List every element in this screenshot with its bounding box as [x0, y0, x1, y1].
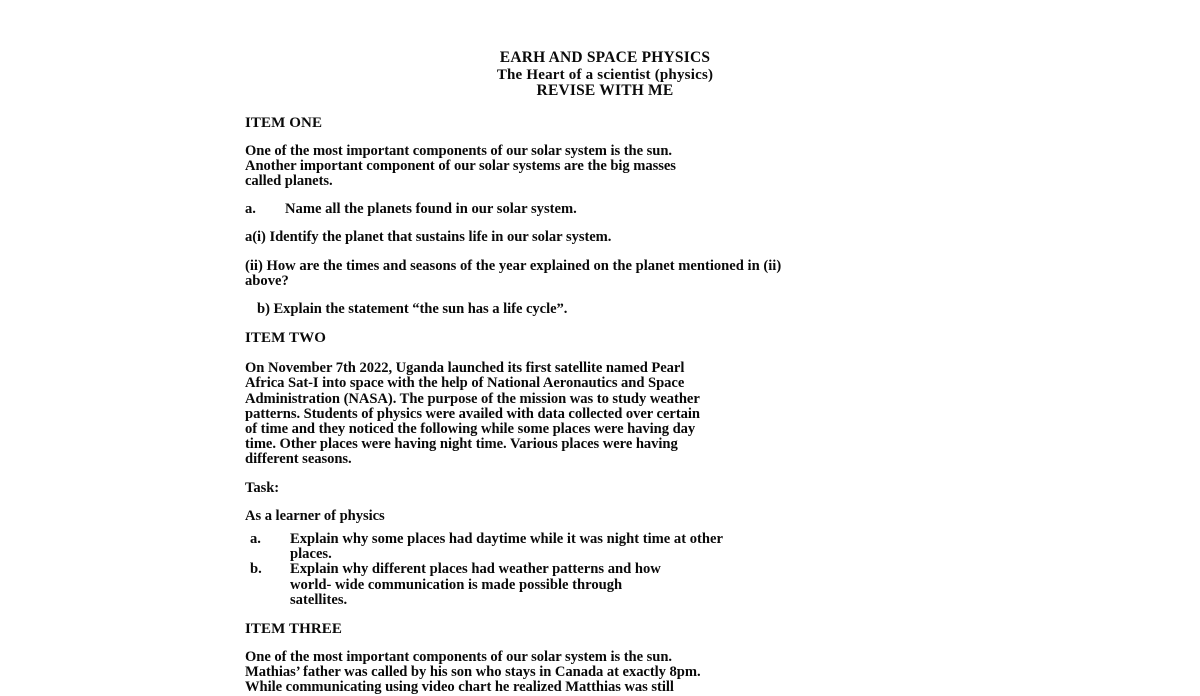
- question-b: b) Explain the statement “the sun has a life cycle”.: [257, 300, 568, 317]
- page-subtitle: The Heart of a scientist (physics): [496, 66, 714, 83]
- task-item-b-line-1: Explain why different places had weather patterns and how: [290, 561, 661, 578]
- task-item-a-marker: a.: [250, 530, 261, 547]
- document-text-column: [245, 50, 1070, 696]
- item-two-line-5: of time and they noticed the following while some places were having day: [245, 420, 696, 437]
- question-ii-line-1: (ii) How are the times and seasons of the year explained on the planet mentioned in (ii): [245, 257, 782, 274]
- item-three-line-1: One of the most important components of our solar system is the sun.: [245, 648, 672, 665]
- task-item-a-text: [290, 532, 1070, 562]
- question-ii: [245, 259, 1070, 289]
- task-item-b-line-3: satellites.: [290, 591, 348, 608]
- task-item-b: [250, 562, 1070, 608]
- spacer: [245, 468, 1070, 481]
- spacer: [245, 246, 1070, 259]
- page-instruction: REVISE WITH ME: [536, 82, 674, 99]
- item-two-line-1: On November 7th 2022, Uganda launched its first satellite named Pearl: [245, 360, 685, 377]
- item-one-intro: [245, 144, 1070, 190]
- question-a-text: Name all the planets found in our solar system.: [285, 201, 577, 218]
- spacer: [245, 608, 1070, 621]
- question-ii-line-2: above?: [245, 272, 289, 289]
- spacer: [245, 346, 1070, 361]
- item-three-heading: ITEM THREE: [245, 620, 342, 637]
- task-label: Task:: [245, 479, 280, 496]
- item-two-line-7: different seasons.: [245, 451, 352, 468]
- question-a-i: a(i) Identify the planet that sustains life in our solar system.: [245, 229, 612, 246]
- item-three-paragraph: [245, 650, 1070, 696]
- task-item-a-line-2: places.: [290, 546, 332, 563]
- item-three-line-3: While communicating using video chart he realized Matthias was still: [245, 679, 674, 696]
- task-item-a-line-1: Explain why some places had daytime while it was night time at other: [290, 530, 723, 547]
- page-title: EARH AND SPACE PHYSICS: [499, 49, 711, 66]
- question-a-row: [245, 202, 1070, 217]
- item-two-heading: ITEM TWO: [245, 330, 326, 347]
- item-two-line-6: time. Other places were having night time. Various places were having: [245, 436, 678, 453]
- item-one-heading: ITEM ONE: [245, 114, 323, 131]
- spacer: [245, 289, 1070, 302]
- item-two-line-3: Administration (NASA). The purpose of the mission was to study weather: [245, 390, 700, 407]
- task-item-a: [250, 532, 1070, 562]
- spacer: [245, 496, 1070, 509]
- spacer: [245, 100, 1070, 115]
- item-two-line-4: patterns. Students of physics were availed with data collected over certain: [245, 405, 700, 422]
- task-item-b-text: [290, 562, 1070, 608]
- task-item-b-line-2: world- wide communication is made possible through: [290, 576, 623, 593]
- item-two-line-2: Africa Sat-I into space with the help of National Aeronautics and Space: [245, 375, 685, 392]
- item-one-intro-line-2: Another important component of our solar systems are the big masses: [245, 157, 676, 174]
- item-one-intro-line-3: called planets.: [245, 172, 333, 189]
- item-one-intro-line-1: One of the most important components of our solar system is the sun.: [245, 142, 672, 159]
- document-header: [245, 50, 965, 100]
- task-item-b-marker: b.: [250, 561, 262, 578]
- item-two-paragraph: [245, 361, 1070, 467]
- task-intro: As a learner of physics: [245, 507, 385, 524]
- item-three-line-2: Mathias’ father was called by his son who stays in Canada at exactly 8pm.: [245, 664, 701, 681]
- spacer: [245, 317, 1070, 330]
- question-a-marker: a.: [245, 201, 256, 218]
